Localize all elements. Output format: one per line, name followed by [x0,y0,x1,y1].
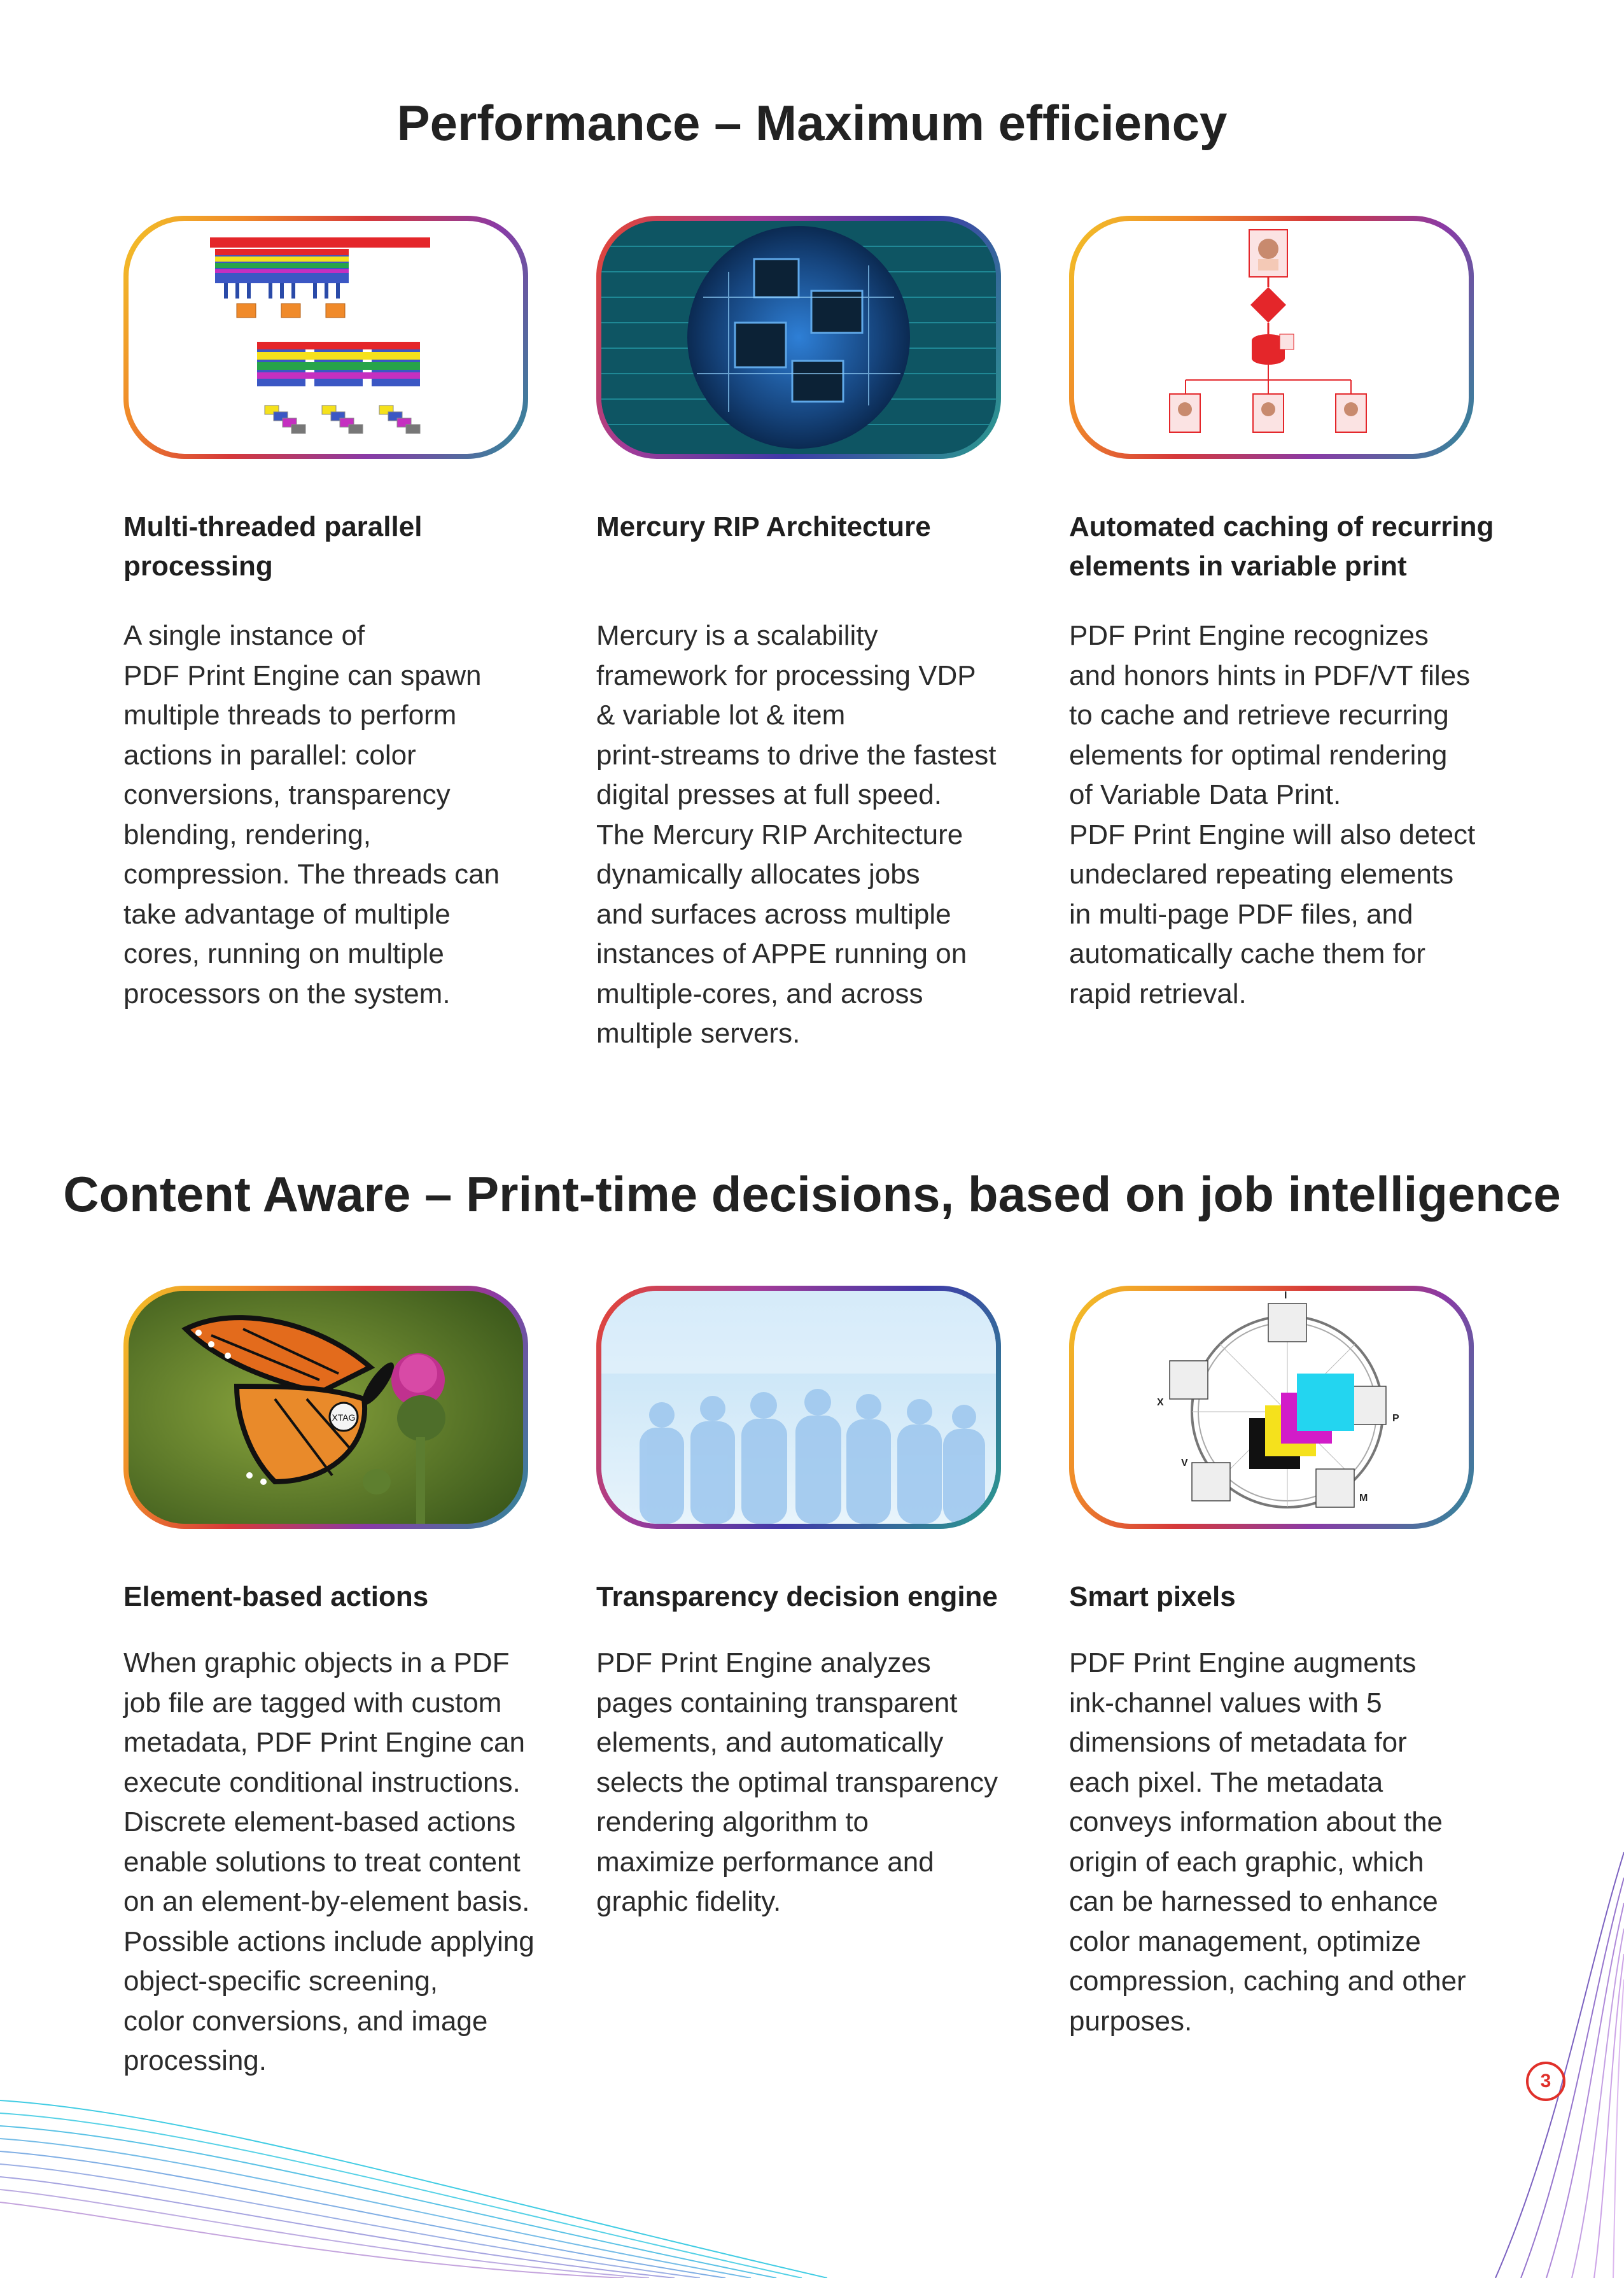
image-frame-mercury [596,216,1001,459]
heading-caching: Automated caching of recurring elements in variable print [1069,511,1494,582]
body-caching: PDF Print Engine recognizes and honors hints in PDF/VT files to cache and retrieve recurring elements for optimal rendering of Variable Data Print. PDF Print Engine will also detect undeclared repeating elements in multi-page PDF files, and automatically cache them for rapid retrieval. [1069,620,1476,1009]
label-m: M [1359,1493,1368,1503]
label-x: X [1157,1397,1164,1408]
circuit-board-photo [601,221,996,454]
parallel-threads-diagram [129,221,523,454]
people-transparency-photo [601,1291,996,1524]
image-frame-people [596,1286,1001,1529]
body-multithreaded: A single instance of PDF Print Engine can spawn multiple threads to perform actions in parallel: color conversions, transparency blending, rendering, compression. The threads can take advantage of multiple cores, running on multiple processors on the system. [123,620,500,1009]
section-title-performance: Performance – Maximum efficiency [396,95,1228,151]
heading-multithreaded: Multi-threaded parallel processing [123,511,423,582]
body-mercury: Mercury is a scalability framework for processing VDP & variable lot & item print-streams to drive the fastest digital presses at full speed. The Mercury RIP Architecture dynamically allocates jobs and surfaces across multiple instances of APPE running on multiple-cores, and across multiple servers. [596,620,997,1049]
heading-mercury: Mercury RIP Architecture [596,511,931,542]
section-title-content-aware: Content Aware – Print-time decisions, based on job intelligence [63,1166,1561,1222]
body-transparency: PDF Print Engine analyzes pages containing transparent elements, and automatically selects the optimal transparency rendering algorithm to maximize performance and graphic fidelity. [596,1647,998,1917]
heading-smart-pixels: Smart pixels [1069,1581,1236,1612]
label-v: V [1181,1458,1188,1468]
image-frame-butterfly [123,1286,528,1529]
decorative-wave-left [0,2062,827,2278]
image-frame-smart-pixels [1069,1286,1474,1529]
label-p: P [1392,1413,1399,1424]
label-i: I [1284,1291,1287,1301]
image-frame-caching [1069,216,1474,459]
page-number: 3 [1526,2062,1565,2101]
heading-element-based: Element-based actions [123,1581,429,1612]
caching-flow-diagram [1074,221,1469,454]
image-frame-parallel [123,216,528,459]
smart-pixels-diagram [1074,1291,1469,1524]
heading-transparency: Transparency decision engine [596,1581,998,1612]
body-element-based: When graphic objects in a PDF job file are tagged with custom metadata, PDF Print Engine can execute conditional instructions. Discrete element-based actions enable solutions to treat content on an element-by-element basis. Possible actions include applying object-specific screening, color conversions, and image processing. [123,1647,535,2076]
xtag-label: XTAG [332,1412,356,1423]
body-smart-pixels: PDF Print Engine augments ink-channel values with 5 dimensions of metadata for each pixel. The metadata conveys information about the origin of each graphic, which can be harnessed to enhance color management, optimize compression, caching and other purposes. [1069,1647,1466,2037]
butterfly-photo [129,1291,523,1524]
